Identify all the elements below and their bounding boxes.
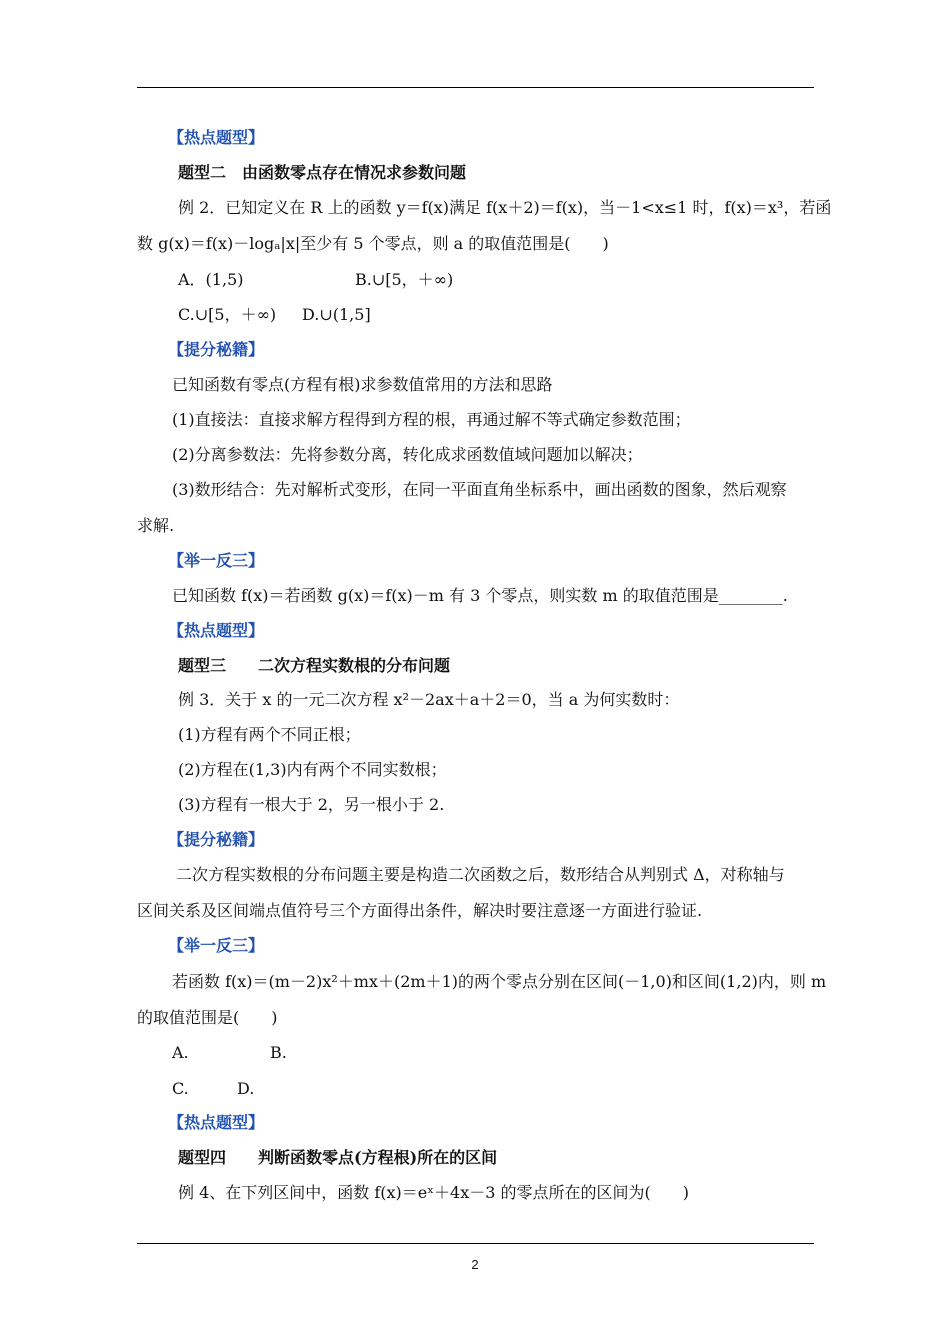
page-number: 2 — [471, 1257, 479, 1272]
option-a: A. — [172, 1043, 189, 1062]
practice-text: 已知函数 f(x)＝若函数 g(x)＝f(x)－m 有 3 个零点，则实数 m 的取值范围是________. — [172, 586, 788, 605]
tips-tag: 【提分秘籍】 — [168, 830, 265, 849]
hot-type-tag: 【热点题型】 — [168, 621, 265, 640]
question-1: (1)方程有两个不同正根； — [178, 725, 361, 744]
option-b: B. — [270, 1043, 287, 1062]
practice-text: 的取值范围是( ) — [137, 1008, 278, 1027]
question-2: (2)方程在(1,3)内有两个不同实数根； — [178, 760, 447, 779]
tips-text: 求解. — [137, 516, 175, 535]
example-text: 例 4、在下列区间中，函数 f(x)＝eˣ＋4x－3 的零点所在的区间为( ) — [178, 1183, 689, 1202]
option-c: C. — [172, 1079, 189, 1098]
option-d: D.∪(1,5] — [302, 305, 371, 324]
practice-text: 若函数 f(x)＝(m－2)x²＋mx＋(2m＋1)的两个零点分别在区间(－1,0)和区间(1,2)内，则 m — [172, 972, 827, 991]
section-title: 题型三 二次方程实数根的分布问题 — [178, 656, 451, 675]
footer-rule — [137, 1243, 814, 1244]
section-title: 题型二 由函数零点存在情况求参数问题 — [178, 163, 467, 182]
hot-type-tag: 【热点题型】 — [168, 128, 265, 147]
header-rule — [137, 87, 814, 88]
practice-tag: 【举一反三】 — [168, 551, 265, 570]
option-b: B.∪[5，＋∞) — [355, 270, 454, 289]
tips-text: (3)数形结合：先对解析式变形，在同一平面直角坐标系中，画出函数的图象，然后观察 — [172, 480, 787, 499]
practice-tag: 【举一反三】 — [168, 936, 265, 955]
option-a: A．(1,5) — [178, 270, 244, 289]
tips-text: 二次方程实数根的分布问题主要是构造二次函数之后，数形结合从判别式 Δ，对称轴与 — [176, 865, 785, 884]
example-text: 例 2．已知定义在 R 上的函数 y＝f(x)满足 f(x＋2)＝f(x)，当－1<x≤1 时，f(x)＝x³，若函 — [178, 198, 832, 217]
example-text: 例 3．关于 x 的一元二次方程 x²－2ax＋a＋2＝0，当 a 为何实数时： — [178, 690, 680, 709]
option-d: D. — [237, 1079, 255, 1098]
section-title: 题型四 判断函数零点(方程根)所在的区间 — [178, 1148, 498, 1167]
tips-text: 区间关系及区间端点值符号三个方面得出条件，解决时要注意逐一方面进行验证. — [137, 901, 703, 920]
hot-type-tag: 【热点题型】 — [168, 1113, 265, 1132]
tips-text: 已知函数有零点(方程有根)求参数值常用的方法和思路 — [172, 375, 553, 394]
tips-tag: 【提分秘籍】 — [168, 340, 265, 359]
option-c: C.∪[5，＋∞) — [178, 305, 277, 324]
tips-text: (1)直接法：直接求解方程得到方程的根，再通过解不等式确定参数范围； — [172, 410, 691, 429]
tips-text: (2)分离参数法：先将参数分离，转化成求函数值域问题加以解决； — [172, 445, 643, 464]
question-3: (3)方程有一根大于 2，另一根小于 2. — [178, 795, 445, 814]
example-text: 数 g(x)＝f(x)－logₐ|x|至少有 5 个零点，则 a 的取值范围是( ) — [137, 234, 609, 253]
